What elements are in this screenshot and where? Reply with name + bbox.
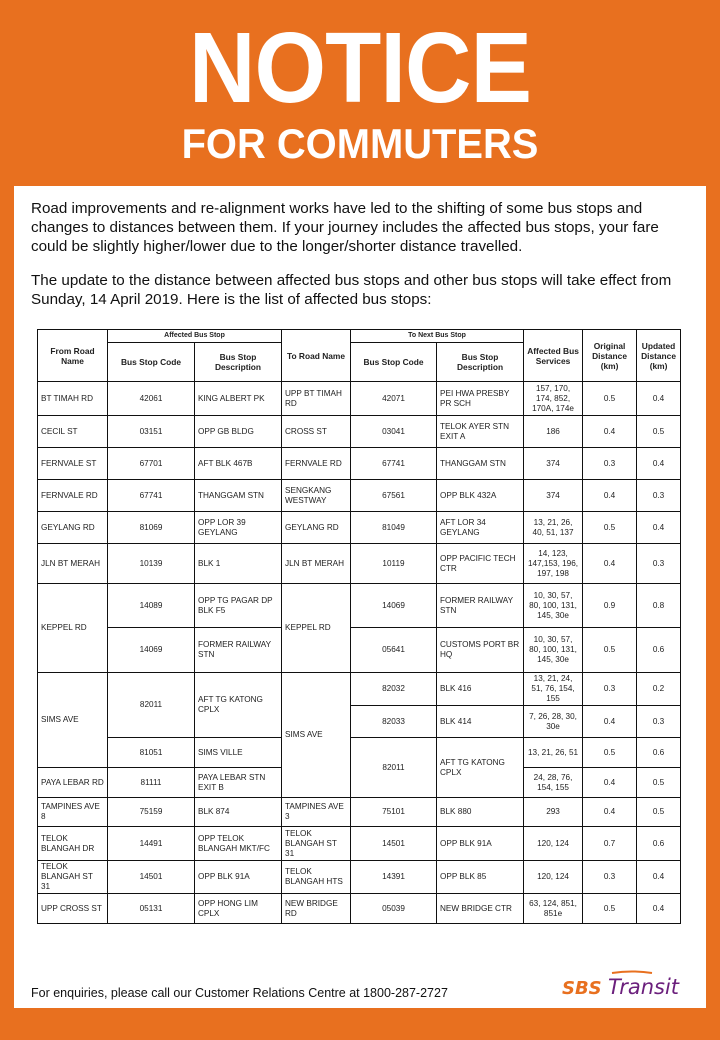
next-desc: PEI HWA PRESBY PR SCH xyxy=(437,382,524,416)
next-code: 82032 xyxy=(351,673,437,706)
to-road: TELOK BLANGAH HTS xyxy=(282,861,351,894)
bus-stop-desc: OPP GB BLDG xyxy=(195,416,282,448)
original-distance: 0.4 xyxy=(583,544,637,584)
original-distance: 0.5 xyxy=(583,738,637,768)
updated-distance: 0.4 xyxy=(637,512,681,544)
intro-paragraph-1: Road improvements and re-alignment works have led to the shifting of some bus stops and changes to distances between them. If your journey includes the affected bus stops, your fare could be slightly higher/lower due to the longer/shorter distance travelled. xyxy=(31,200,659,255)
table-row xyxy=(38,512,681,544)
next-desc: OPP PACIFIC TECH CTR xyxy=(437,544,524,584)
bus-stop-code: 75159 xyxy=(108,798,195,827)
original-distance: 0.5 xyxy=(583,628,637,673)
updated-distance: 0.3 xyxy=(637,544,681,584)
header-original-distance: Original Distance (km) xyxy=(583,330,637,382)
next-desc: OPP BLK 91A xyxy=(437,827,524,861)
bus-stop-code: 14501 xyxy=(108,861,195,894)
next-desc: BLK 414 xyxy=(437,706,524,738)
from-road: FERNVALE RD xyxy=(38,480,108,512)
logo-sbs-text: SBS xyxy=(562,978,602,999)
services: 374 xyxy=(524,480,583,512)
original-distance: 0.3 xyxy=(583,861,637,894)
original-distance: 0.3 xyxy=(583,673,637,706)
next-desc: OPP BLK 85 xyxy=(437,861,524,894)
from-road: JLN BT MERAH xyxy=(38,544,108,584)
table-row xyxy=(38,738,681,768)
next-desc: NEW BRIDGE CTR xyxy=(437,894,524,924)
original-distance: 0.5 xyxy=(583,894,637,924)
header-from-road: From Road Name xyxy=(38,330,108,382)
to-road: CROSS ST xyxy=(282,416,351,448)
table-row xyxy=(38,382,681,416)
services: 120, 124 xyxy=(524,827,583,861)
from-road: TELOK BLANGAH ST 31 xyxy=(38,861,108,894)
services: 157, 170, 174, 852, 170A, 174e xyxy=(524,382,583,416)
services: 10, 30, 57, 80, 100, 131, 145, 30e xyxy=(524,584,583,628)
updated-distance: 0.6 xyxy=(637,827,681,861)
updated-distance: 0.4 xyxy=(637,861,681,894)
services: 374 xyxy=(524,448,583,480)
services: 7, 26, 28, 30, 30e xyxy=(524,706,583,738)
next-code: 81049 xyxy=(351,512,437,544)
table-row xyxy=(38,544,681,584)
bus-stop-desc: BLK 1 xyxy=(195,544,282,584)
bus-stop-code: 82011 xyxy=(108,673,195,738)
bus-stop-code: 42061 xyxy=(108,382,195,416)
next-code: 67561 xyxy=(351,480,437,512)
bus-stop-code: 81051 xyxy=(108,738,195,768)
header-code: Bus Stop Code xyxy=(108,343,195,382)
bus-stop-code: 05131 xyxy=(108,894,195,924)
from-road: CECIL ST xyxy=(38,416,108,448)
services: 24, 28, 76, 154, 155 xyxy=(524,768,583,798)
to-road: FERNVALE RD xyxy=(282,448,351,480)
next-code: 75101 xyxy=(351,798,437,827)
next-desc: AFT LOR 34 GEYLANG xyxy=(437,512,524,544)
to-road: SIMS AVE xyxy=(282,673,351,798)
updated-distance: 0.6 xyxy=(637,628,681,673)
header-services: Affected Bus Services xyxy=(524,330,583,382)
services: 63, 124, 851, 851e xyxy=(524,894,583,924)
updated-distance: 0.3 xyxy=(637,480,681,512)
header-to-road: To Road Name xyxy=(282,330,351,382)
to-road: TELOK BLANGAH ST 31 xyxy=(282,827,351,861)
sbs-transit-logo xyxy=(560,970,700,1000)
bus-stop-desc: OPP LOR 39 GEYLANG xyxy=(195,512,282,544)
header-next-desc: Bus Stop Description xyxy=(437,343,524,382)
next-code: 05039 xyxy=(351,894,437,924)
updated-distance: 0.5 xyxy=(637,416,681,448)
bus-stop-desc: AFT TG KATONG CPLX xyxy=(195,673,282,738)
original-distance: 0.5 xyxy=(583,512,637,544)
original-distance: 0.5 xyxy=(583,382,637,416)
table-row xyxy=(38,673,681,706)
from-road: BT TIMAH RD xyxy=(38,382,108,416)
to-road: TAMPINES AVE 3 xyxy=(282,798,351,827)
services: 13, 21, 26, 40, 51, 137 xyxy=(524,512,583,544)
next-desc: AFT TG KATONG CPLX xyxy=(437,738,524,798)
notice-title: NOTICE xyxy=(188,12,532,124)
bus-stop-desc: BLK 874 xyxy=(195,798,282,827)
bus-stop-code: 10139 xyxy=(108,544,195,584)
bus-stop-code: 81111 xyxy=(108,768,195,798)
next-desc: THANGGAM STN xyxy=(437,448,524,480)
from-road: SIMS AVE xyxy=(38,673,108,768)
original-distance: 0.4 xyxy=(583,706,637,738)
enquiries-footer: For enquiries, please call our Customer Relations Centre at 1800-287-2727 xyxy=(31,986,448,1000)
logo-swoosh xyxy=(612,972,652,974)
original-distance: 0.3 xyxy=(583,448,637,480)
bus-stop-desc: OPP BLK 91A xyxy=(195,861,282,894)
header-desc: Bus Stop Description xyxy=(195,343,282,382)
header-updated-distance: Updated Distance (km) xyxy=(637,330,681,382)
from-road: FERNVALE ST xyxy=(38,448,108,480)
next-code: 10119 xyxy=(351,544,437,584)
table-row xyxy=(38,827,681,861)
from-road: GEYLANG RD xyxy=(38,512,108,544)
to-road: JLN BT MERAH xyxy=(282,544,351,584)
original-distance: 0.4 xyxy=(583,768,637,798)
table-row xyxy=(38,416,681,448)
services: 14, 123, 147,153, 196, 197, 198 xyxy=(524,544,583,584)
bus-stop-desc: SIMS VILLE xyxy=(195,738,282,768)
updated-distance: 0.6 xyxy=(637,738,681,768)
original-distance: 0.9 xyxy=(583,584,637,628)
bus-stop-desc: OPP TELOK BLANGAH MKT/FC xyxy=(195,827,282,861)
next-code: 82033 xyxy=(351,706,437,738)
table-row xyxy=(38,798,681,827)
bus-stop-code: 03151 xyxy=(108,416,195,448)
header-group-next: To Next Bus Stop xyxy=(351,330,524,343)
next-code: 14391 xyxy=(351,861,437,894)
services: 293 xyxy=(524,798,583,827)
updated-distance: 0.8 xyxy=(637,584,681,628)
services: 13, 21, 24, 51, 76, 154, 155 xyxy=(524,673,583,706)
next-desc: TELOK AYER STN EXIT A xyxy=(437,416,524,448)
table-row xyxy=(38,480,681,512)
next-code: 03041 xyxy=(351,416,437,448)
next-code: 05641 xyxy=(351,628,437,673)
table-row xyxy=(38,894,681,924)
original-distance: 0.4 xyxy=(583,798,637,827)
next-desc: BLK 880 xyxy=(437,798,524,827)
next-code: 14069 xyxy=(351,584,437,628)
updated-distance: 0.5 xyxy=(637,798,681,827)
bus-stop-desc: KING ALBERT PK xyxy=(195,382,282,416)
updated-distance: 0.4 xyxy=(637,382,681,416)
from-road: PAYA LEBAR RD xyxy=(38,768,108,798)
bus-stop-desc: PAYA LEBAR STN EXIT B xyxy=(195,768,282,798)
to-road: UPP BT TIMAH RD xyxy=(282,382,351,416)
updated-distance: 0.4 xyxy=(637,448,681,480)
updated-distance: 0.3 xyxy=(637,706,681,738)
updated-distance: 0.2 xyxy=(637,673,681,706)
original-distance: 0.4 xyxy=(583,480,637,512)
next-code: 14501 xyxy=(351,827,437,861)
bus-stop-desc: FORMER RAILWAY STN xyxy=(195,628,282,673)
services: 13, 21, 26, 51 xyxy=(524,738,583,768)
table-row xyxy=(38,628,681,673)
header-next-code: Bus Stop Code xyxy=(351,343,437,382)
to-road: SENGKANG WESTWAY xyxy=(282,480,351,512)
to-road: GEYLANG RD xyxy=(282,512,351,544)
original-distance: 0.7 xyxy=(583,827,637,861)
to-road: KEPPEL RD xyxy=(282,584,351,673)
bus-stop-desc: OPP HONG LIM CPLX xyxy=(195,894,282,924)
logo-transit-text: Transit xyxy=(608,975,680,999)
services: 186 xyxy=(524,416,583,448)
next-desc: OPP BLK 432A xyxy=(437,480,524,512)
table-row xyxy=(38,584,681,628)
updated-distance: 0.5 xyxy=(637,768,681,798)
table-row xyxy=(38,448,681,480)
next-desc: FORMER RAILWAY STN xyxy=(437,584,524,628)
services: 10, 30, 57, 80, 100, 131, 145, 30e xyxy=(524,628,583,673)
bus-stop-desc: OPP TG PAGAR DP BLK F5 xyxy=(195,584,282,628)
to-road: NEW BRIDGE RD xyxy=(282,894,351,924)
intro-paragraph-2: The update to the distance between affected bus stops and other bus stops will take effect from Sunday, 14 April 2019. Here is the list of affected bus stops: xyxy=(31,272,672,308)
bus-stop-code: 14491 xyxy=(108,827,195,861)
from-road: KEPPEL RD xyxy=(38,584,108,673)
from-road: TELOK BLANGAH DR xyxy=(38,827,108,861)
next-desc: CUSTOMS PORT BR HQ xyxy=(437,628,524,673)
bus-stop-desc: THANGGAM STN xyxy=(195,480,282,512)
from-road: TAMPINES AVE 8 xyxy=(38,798,108,827)
header-group-affected: Affected Bus Stop xyxy=(108,330,282,343)
original-distance: 0.4 xyxy=(583,416,637,448)
updated-distance: 0.4 xyxy=(637,894,681,924)
services: 120, 124 xyxy=(524,861,583,894)
next-code: 82011 xyxy=(351,738,437,798)
from-road: UPP CROSS ST xyxy=(38,894,108,924)
bus-stop-code: 81069 xyxy=(108,512,195,544)
notice-subtitle: FOR COMMUTERS xyxy=(181,120,539,167)
next-desc: BLK 416 xyxy=(437,673,524,706)
next-code: 42071 xyxy=(351,382,437,416)
bus-stop-code: 14089 xyxy=(108,584,195,628)
affected-bus-stops-table xyxy=(37,329,681,924)
table-row xyxy=(38,861,681,894)
bus-stop-desc: AFT BLK 467B xyxy=(195,448,282,480)
bus-stop-code: 67701 xyxy=(108,448,195,480)
bus-stop-code: 67741 xyxy=(108,480,195,512)
next-code: 67741 xyxy=(351,448,437,480)
bus-stop-code: 14069 xyxy=(108,628,195,673)
